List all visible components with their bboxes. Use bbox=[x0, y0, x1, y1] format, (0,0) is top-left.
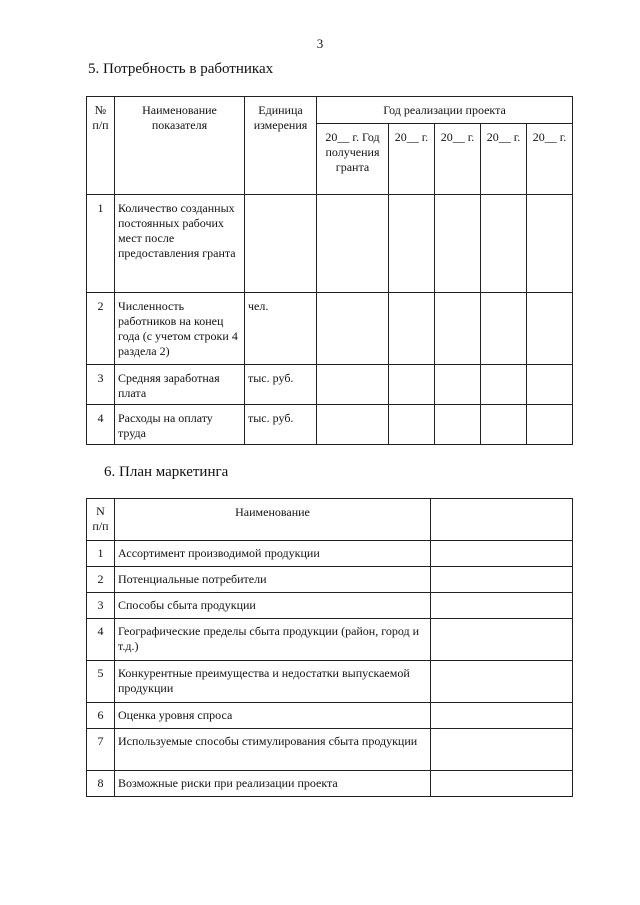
row-num: 3 bbox=[87, 365, 115, 405]
row-name: Численность работников на конец года (с учетом строки 4 раздела 2) bbox=[115, 293, 245, 365]
empty-cell bbox=[435, 293, 481, 365]
empty-cell bbox=[481, 293, 527, 365]
table-row bbox=[87, 593, 573, 619]
row-num: 4 bbox=[87, 619, 115, 661]
row-unit: тыс. руб. bbox=[245, 365, 317, 405]
empty-cell bbox=[389, 365, 435, 405]
row-num: 8 bbox=[87, 771, 115, 797]
table-row bbox=[87, 729, 573, 771]
row-name: Количество созданных постоянных рабочих мест после предоставления гранта bbox=[115, 195, 245, 293]
row-unit bbox=[245, 195, 317, 293]
header-unit: Единица измерения bbox=[245, 97, 317, 195]
section5-title: 5. Потребность в работниках bbox=[88, 61, 274, 77]
empty-cell bbox=[389, 405, 435, 445]
empty-cell bbox=[317, 405, 389, 445]
header-year: 20__ г. bbox=[527, 124, 573, 195]
empty-cell bbox=[527, 195, 573, 293]
header-year: 20__ г. bbox=[481, 124, 527, 195]
row-num: 2 bbox=[87, 293, 115, 365]
header-name: Наименование bbox=[115, 499, 431, 541]
row-num: 1 bbox=[87, 195, 115, 293]
header-year-group: Год реализации проекта bbox=[317, 97, 573, 124]
empty-cell bbox=[431, 567, 573, 593]
header-first-year: 20__ г. Год получения гранта bbox=[317, 124, 389, 195]
row-num: 6 bbox=[87, 703, 115, 729]
row-name: Возможные риски при реализации проекта bbox=[115, 771, 431, 797]
table-row bbox=[87, 293, 573, 365]
row-name: Способы сбыта продукции bbox=[115, 593, 431, 619]
table-row bbox=[87, 703, 573, 729]
row-name: Ассортимент производимой продукции bbox=[115, 541, 431, 567]
row-num: 3 bbox=[87, 593, 115, 619]
marketing-table bbox=[86, 498, 573, 797]
empty-cell bbox=[431, 541, 573, 567]
row-num: 5 bbox=[87, 661, 115, 703]
header-num: № п/п bbox=[87, 97, 115, 195]
empty-cell bbox=[431, 771, 573, 797]
row-name: Расходы на оплату труда bbox=[115, 405, 245, 445]
row-name: Оценка уровня спроса bbox=[115, 703, 431, 729]
header-year: 20__ г. bbox=[389, 124, 435, 195]
table-row bbox=[87, 567, 573, 593]
header-name: Наименование показателя bbox=[115, 97, 245, 195]
empty-cell bbox=[527, 365, 573, 405]
empty-cell bbox=[435, 365, 481, 405]
empty-cell bbox=[435, 405, 481, 445]
empty-cell bbox=[431, 729, 573, 771]
row-unit: чел. bbox=[245, 293, 317, 365]
empty-cell bbox=[435, 195, 481, 293]
table-row bbox=[87, 365, 573, 405]
header-num: N п/п bbox=[87, 499, 115, 541]
row-name: Средняя заработная плата bbox=[115, 365, 245, 405]
table-row bbox=[87, 661, 573, 703]
row-num: 4 bbox=[87, 405, 115, 445]
empty-cell bbox=[317, 365, 389, 405]
row-name: Конкурентные преимущества и недостатки выпускаемой продукции bbox=[115, 661, 431, 703]
empty-cell bbox=[389, 195, 435, 293]
row-name: Потенциальные потребители bbox=[115, 567, 431, 593]
empty-cell bbox=[481, 195, 527, 293]
empty-cell bbox=[481, 365, 527, 405]
empty-cell bbox=[431, 499, 573, 541]
page-number: 3 bbox=[316, 36, 324, 51]
empty-cell bbox=[481, 405, 527, 445]
table-row bbox=[87, 619, 573, 661]
empty-cell bbox=[317, 293, 389, 365]
empty-cell bbox=[527, 293, 573, 365]
empty-cell bbox=[431, 661, 573, 703]
row-name: Используемые способы стимулирования сбыта продукции bbox=[115, 729, 431, 771]
section6-title: 6. План маркетинга bbox=[104, 464, 229, 480]
empty-cell bbox=[527, 405, 573, 445]
empty-cell bbox=[317, 195, 389, 293]
header-year: 20__ г. bbox=[435, 124, 481, 195]
empty-cell bbox=[431, 619, 573, 661]
row-num: 7 bbox=[87, 729, 115, 771]
table-row bbox=[87, 541, 573, 567]
row-name: Географические пределы сбыта продукции (район, город и т.д.) bbox=[115, 619, 431, 661]
row-num: 1 bbox=[87, 541, 115, 567]
row-unit: тыс. руб. bbox=[245, 405, 317, 445]
table-row bbox=[87, 195, 573, 293]
empty-cell bbox=[389, 293, 435, 365]
empty-cell bbox=[431, 593, 573, 619]
table-row bbox=[87, 771, 573, 797]
empty-cell bbox=[431, 703, 573, 729]
row-num: 2 bbox=[87, 567, 115, 593]
table-row bbox=[87, 405, 573, 445]
workers-table bbox=[86, 96, 573, 445]
